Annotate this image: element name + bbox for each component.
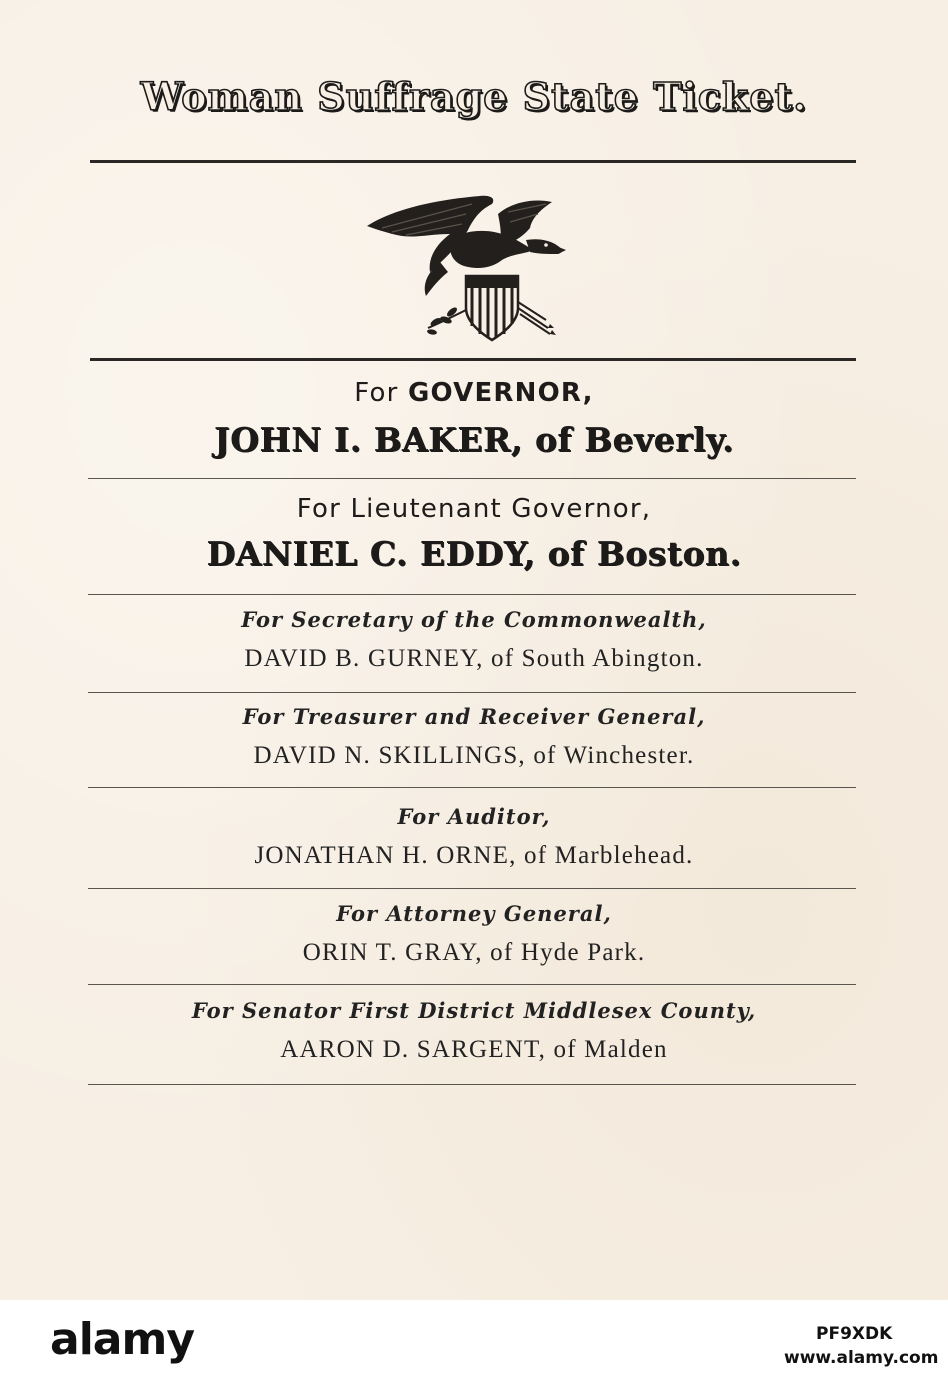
office-governor (0, 378, 948, 408)
candidate-attorney-general: ORIN T. GRAY, of Hyde Park. (302, 939, 646, 966)
office-auditor: For Auditor, (397, 804, 551, 829)
office-senator: For Senator First District Middlesex County, (191, 998, 757, 1023)
candidate-auditor: JONATHAN H. ORNE, of Marblehead. (254, 842, 694, 869)
separator-rule (88, 594, 856, 595)
separator-rule (88, 692, 856, 693)
top-rule (90, 160, 856, 163)
separator-rule (88, 984, 856, 985)
ticket-title: Woman Suffrage State Ticket. (140, 74, 808, 119)
footer-url: www.alamy.com (784, 1348, 939, 1368)
office-name: GOVERNOR, (408, 378, 594, 408)
candidate-governor: JOHN I. BAKER, of Beverly. (214, 420, 734, 459)
candidate-lieutenant-governor: DANIEL C. EDDY, of Boston. (206, 534, 742, 573)
bottom-rule (88, 1084, 856, 1085)
office-lieutenant-governor: For Lieutenant Governor, (296, 494, 652, 524)
footer-logo: alamy (50, 1314, 194, 1365)
separator-rule (88, 888, 856, 889)
eagle-with-shield-icon (362, 188, 572, 343)
office-secretary: For Secretary of the Commonwealth, (241, 607, 707, 632)
candidate-treasurer: DAVID N. SKILLINGS, of Winchester. (253, 742, 695, 769)
candidate-senator: AARON D. SARGENT, of Malden (280, 1036, 668, 1063)
office-treasurer: For Treasurer and Receiver General, (242, 704, 706, 729)
footer-image-id: PF9XDK (816, 1324, 893, 1344)
separator-rule (88, 787, 856, 788)
seal-rule (90, 358, 856, 361)
office-attorney-general: For Attorney General, (336, 901, 612, 926)
separator-rule (88, 478, 856, 479)
office-prefix: For (354, 378, 408, 408)
candidate-secretary: DAVID B. GURNEY, of South Abington. (244, 645, 704, 672)
